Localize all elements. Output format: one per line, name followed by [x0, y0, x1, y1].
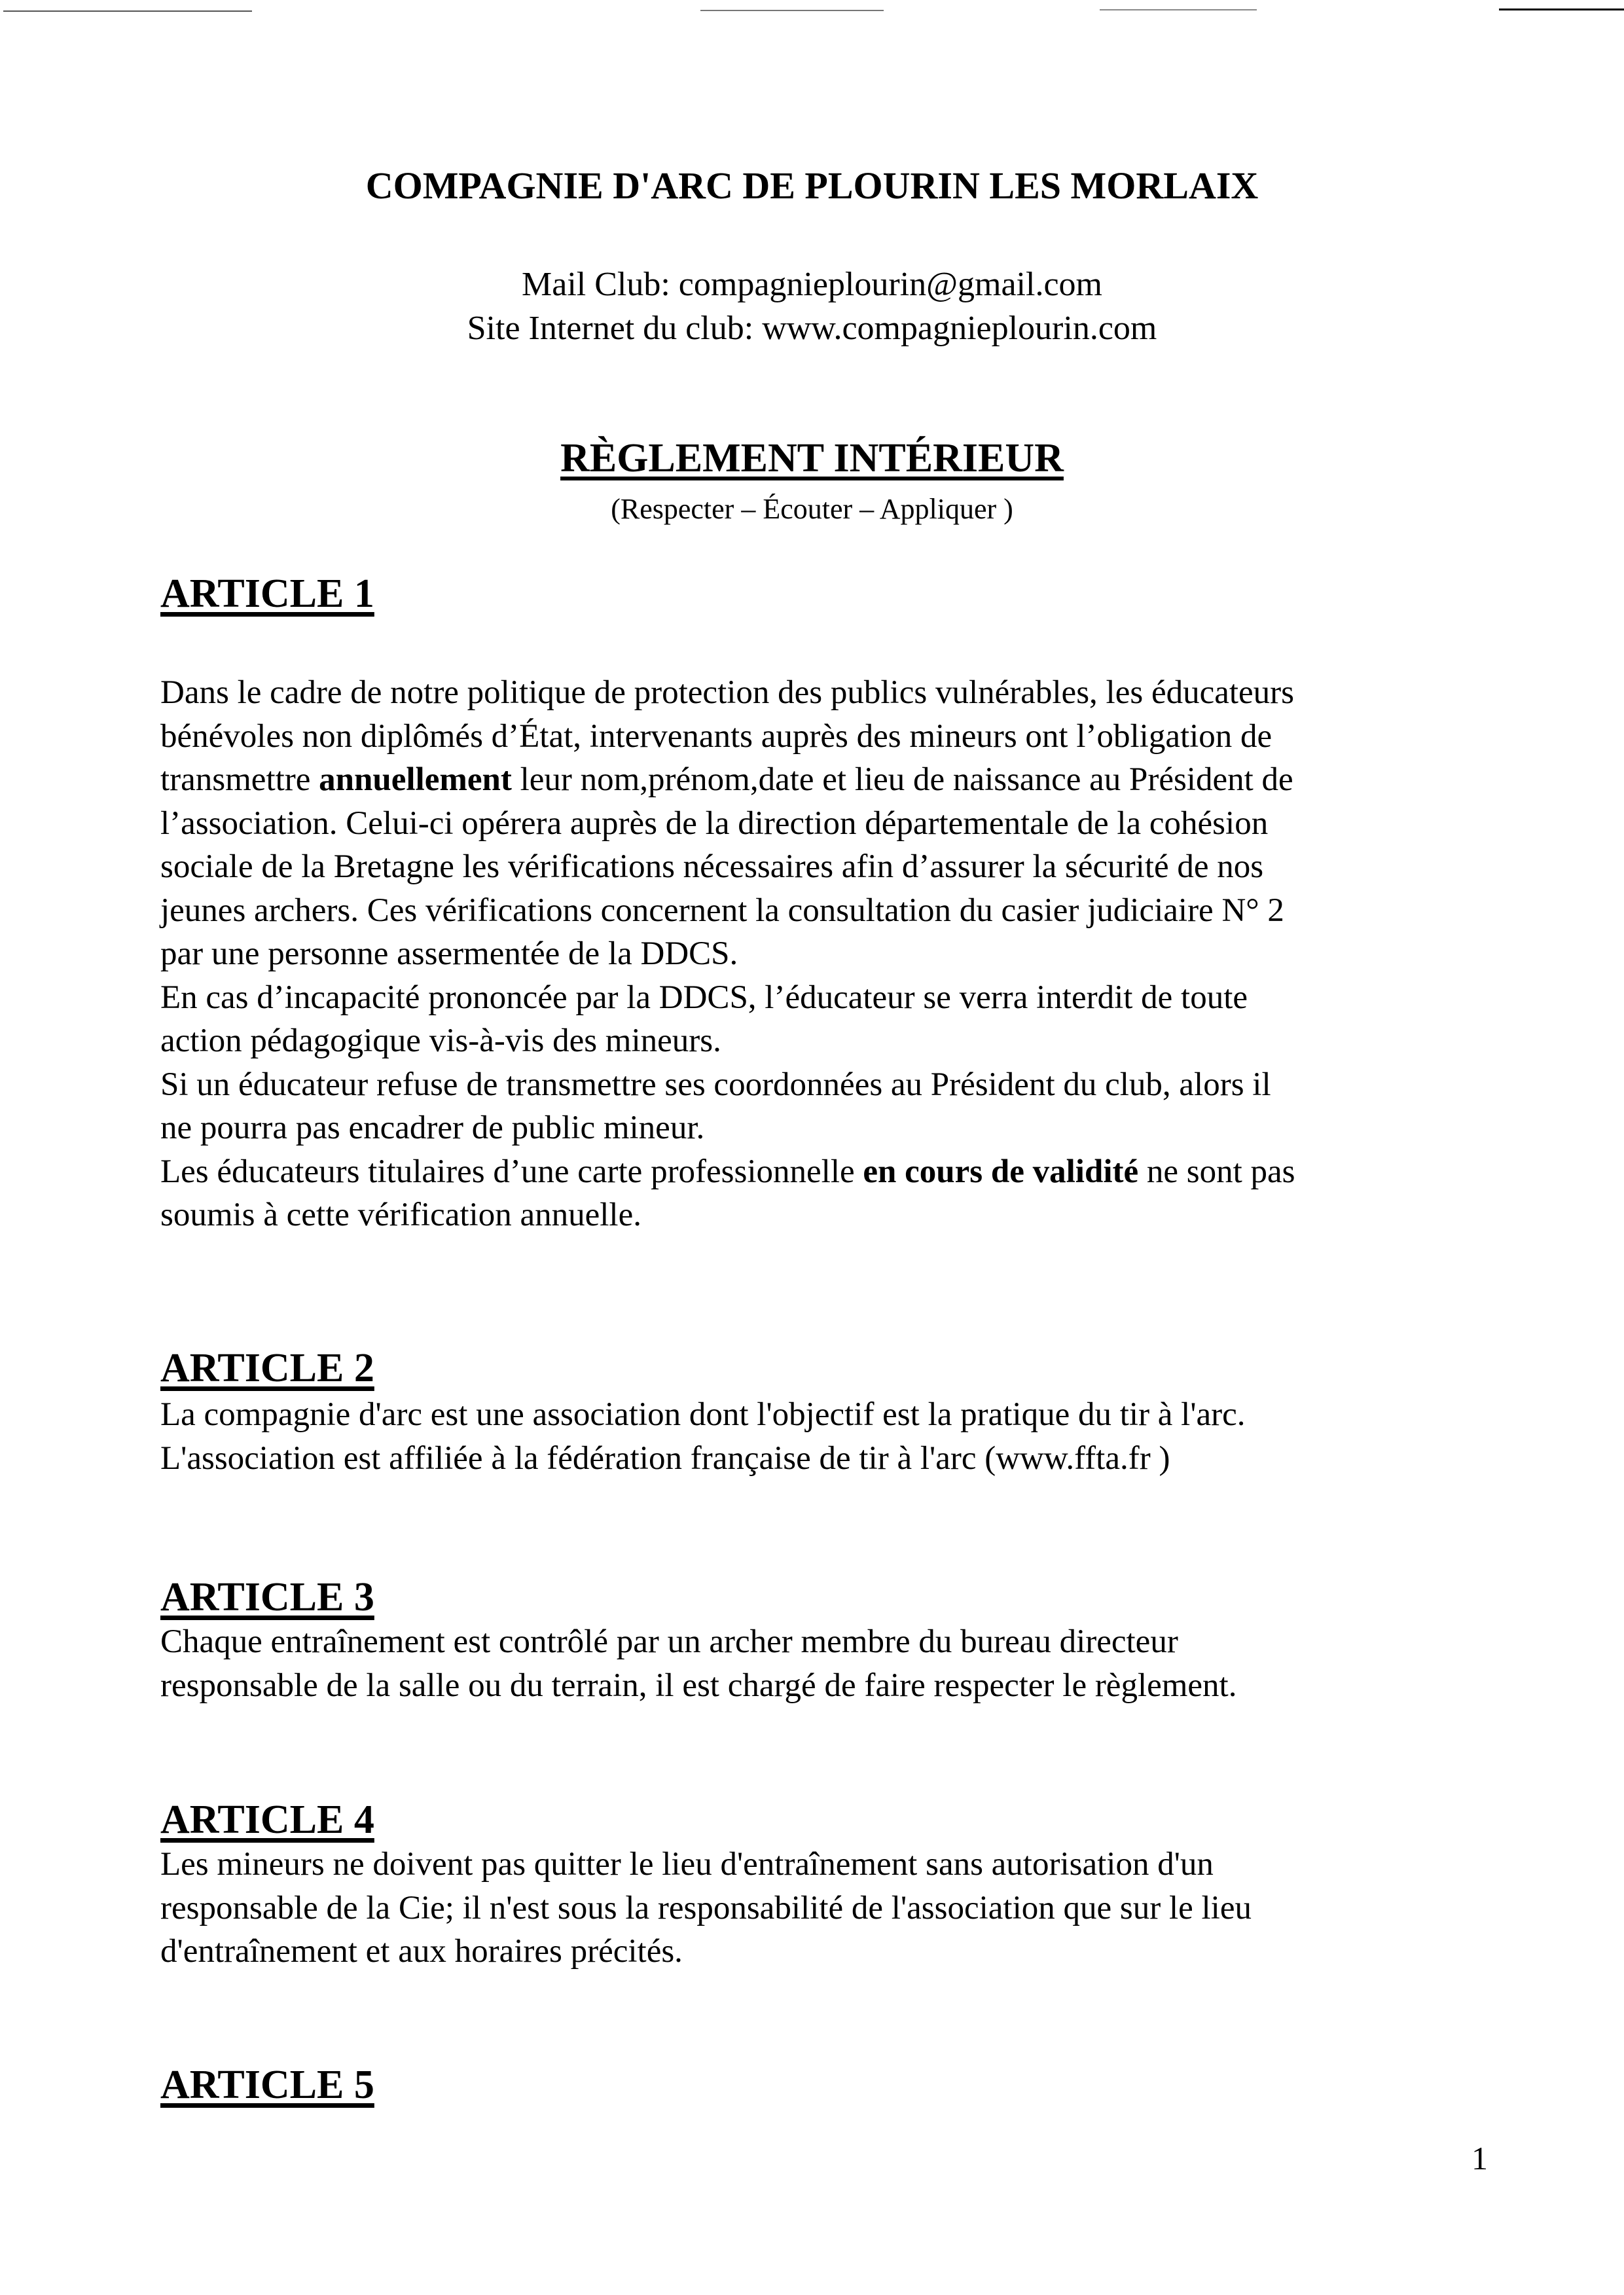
article-4-heading: ARTICLE 4	[160, 1798, 374, 1842]
article-1-line: Les éducateurs titulaires d’une carte professionnelle en cours de validité ne sont pas	[160, 1153, 1295, 1190]
page-number: 1	[1471, 2140, 1488, 2177]
article-4-line: Les mineurs ne doivent pas quitter le lieu d'entraînement sans autorisation d'un	[160, 1846, 1214, 1883]
article-1-line: Dans le cadre de notre politique de protection des publics vulnérables, les éducateurs	[160, 674, 1294, 711]
article-1-line: En cas d’incapacité prononcée par la DDCS, l’éducateur se verra interdit de toute	[160, 979, 1248, 1016]
scan-artifact-line	[1100, 9, 1257, 10]
article-3-heading: ARTICLE 3	[160, 1575, 374, 1619]
article-2-line: L'association est affiliée à la fédération française de tir à l'arc (www.ffta.fr )	[160, 1439, 1170, 1477]
article-1-line: sociale de la Bretagne les vérifications nécessaires afin d’assurer la sécurité de nos	[160, 848, 1264, 885]
article-3-body	[160, 1620, 1483, 1707]
article-1-line: bénévoles non diplômés d’État, intervenants auprès des mineurs ont l’obligation de	[160, 717, 1272, 755]
article-1-line: l’association. Celui-ci opérera auprès de la direction départementale de la cohésion	[160, 804, 1269, 842]
article-1-heading: ARTICLE 1	[160, 571, 374, 616]
article-1-body	[160, 671, 1483, 1237]
scan-artifact-line	[3, 10, 252, 12]
scan-artifact-line	[700, 10, 884, 11]
article-1-line: par une personne assermentée de la DDCS.	[160, 935, 738, 972]
article-1-line: Si un éducateur refuse de transmettre ses coordonnées au Président du club, alors il	[160, 1066, 1271, 1103]
article-1-line: soumis à cette vérification annuelle.	[160, 1197, 641, 1233]
article-4-line: responsable de la Cie; il n'est sous la responsabilité de l'association que sur le lieu	[160, 1889, 1252, 1926]
document-title: RÈGLEMENT INTÉRIEUR	[560, 436, 1064, 480]
article-5-heading: ARTICLE 5	[160, 2063, 374, 2107]
article-4-body	[160, 1843, 1483, 1974]
article-1-line: transmettre annuellement leur nom,prénom,date et lieu de naissance au Président de	[160, 761, 1293, 798]
emphasis-annuellement: annuellement	[319, 761, 512, 798]
emphasis-en-cours-de-validite: en cours de validité	[863, 1153, 1139, 1190]
article-2-line: La compagnie d'arc est une association dont l'objectif est la pratique du tir à l'arc.	[160, 1396, 1246, 1433]
article-3-line: responsable de la salle ou du terrain, il est chargé de faire respecter le règlement.	[160, 1667, 1237, 1704]
article-2-body	[160, 1393, 1483, 1480]
club-mail: Mail Club: compagnieplourin@gmail.com	[522, 266, 1102, 303]
article-2-heading: ARTICLE 2	[160, 1346, 374, 1390]
scan-artifact-line	[1499, 9, 1624, 10]
club-website: Site Internet du club: www.compagnieplourin.com	[467, 310, 1157, 347]
article-4-line: d'entraînement et aux horaires précités.	[160, 1933, 683, 1970]
document-subtitle: (Respecter – Écouter – Appliquer )	[611, 493, 1013, 525]
article-1-line: ne pourra pas encadrer de public mineur.	[160, 1110, 705, 1146]
article-1-line: jeunes archers. Ces vérifications concernent la consultation du casier judiciaire N° 2	[160, 892, 1284, 929]
club-title: COMPAGNIE D'ARC DE PLOURIN LES MORLAIX	[365, 164, 1259, 207]
article-1-line: action pédagogique vis-à-vis des mineurs.	[160, 1022, 721, 1059]
article-3-line: Chaque entraînement est contrôlé par un archer membre du bureau directeur	[160, 1623, 1178, 1660]
